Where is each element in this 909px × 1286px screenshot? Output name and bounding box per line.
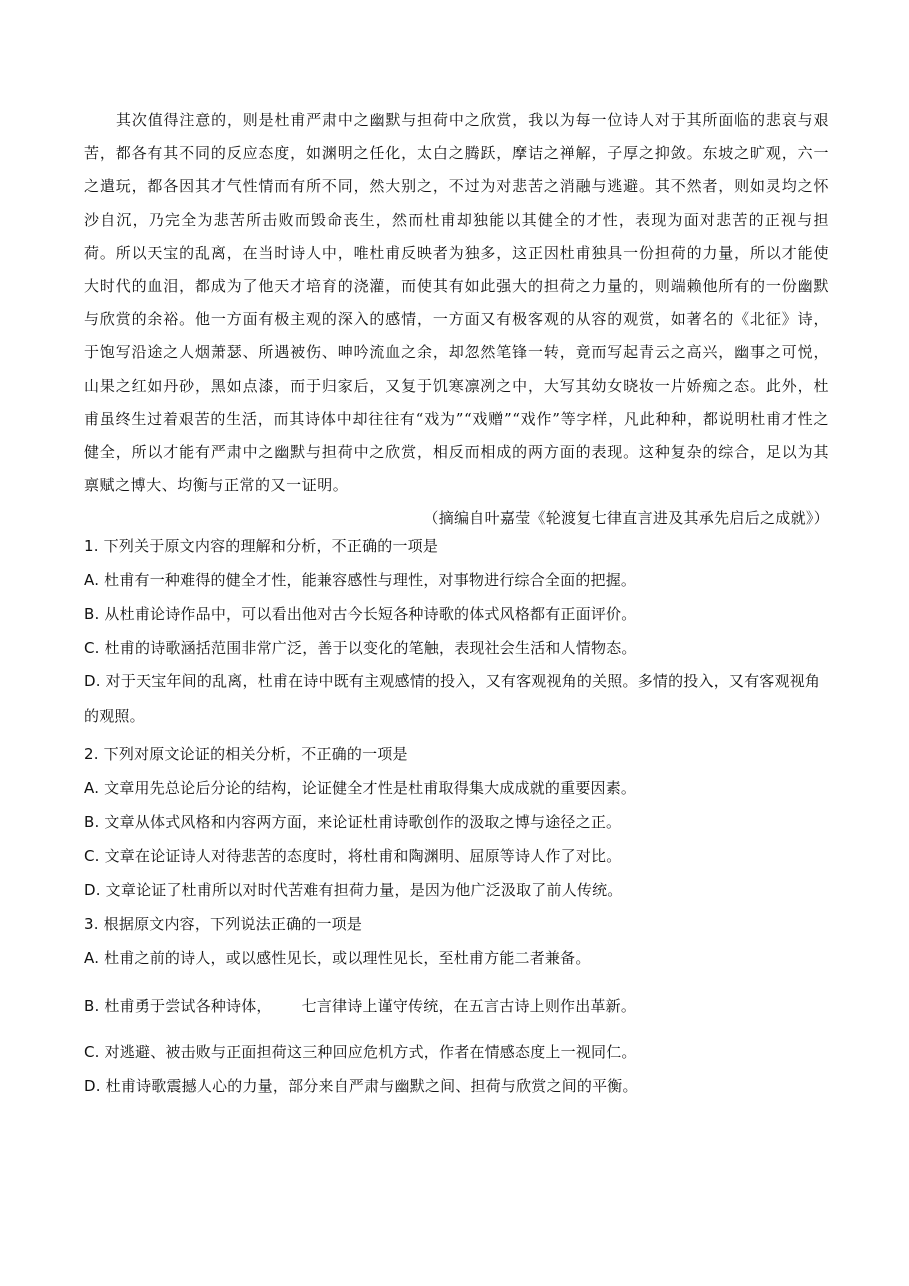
question-stem: 2. 下列对原文论证的相关分析，不正确的一项是 <box>84 745 408 764</box>
option-d: D. 杜甫诗歌震撼人心的力量，部分来自严肃与幽默之间、担荷与欣赏之间的平衡。 <box>84 1077 638 1096</box>
option-d: D. 对于天宝年间的乱离，杜甫在诗中既有主观感情的投入，又有客观视角的关照。多情的投入，又有客观视角的观照。 <box>84 672 821 726</box>
option-d: D. 文章论证了杜甫所以对时代苦难有担荷力量，是因为他广泛汲取了前人传统。 <box>84 881 623 900</box>
option-b-part-2: 七言律诗上谨守传统，在五言古诗上则作出革新。 <box>301 997 637 1016</box>
question-2 <box>84 742 829 902</box>
option-b: B. 从杜甫论诗作品中，可以看出他对古今长短各种诗歌的体式风格都有正面评价。 <box>84 605 637 624</box>
option-b-part-1: B. 杜甫勇于尝试各种诗体， <box>84 997 272 1016</box>
option-c: C. 文章在论证诗人对待悲苦的态度时，将杜甫和陶渊明、屈原等诗人作了对比。 <box>84 847 622 866</box>
option-a: A. 文章用先总论后分论的结构，论证健全才性是杜甫取得集大成成就的重要因素。 <box>84 779 637 798</box>
passage-source: （摘编自叶嘉莹《轮渡复七律直言进及其承先启后之成就》） <box>423 509 829 528</box>
question-1 <box>84 534 829 734</box>
question-stem: 1. 下列关于原文内容的理解和分析，不正确的一项是 <box>84 537 439 556</box>
passage-paragraph: 其次值得注意的，则是杜甫严肃中之幽默与担荷中之欣赏，我以为每一位诗人对于其所面临的悲哀与艰苦，都各有其不同的反应态度，如渊明之任化，太白之腾跃，摩诘之禅解，子厚之抑敛。东坡之旷观，六一之遣玩，都各因其才气性情而有所不同，然大别之，不过为对悲苦之消融与逃避。其不然者，则如灵均之怀沙自沉，乃完全为悲苦所击败而毁命丧生，然而杜甫却独能以其健全的才性，表现为面对悲苦的正视与担荷。所以天宝的乱离，在当时诗人中，唯杜甫反映者为独多，这正因杜甫独具一份担荷的力量，所以才能使大时代的血泪，都成为了他天才培育的浇灌，而使其有如此强大的担荷之力量的，则端赖他所有的一份幽默与欣赏的余裕。他一方面有极主观的深入的感情，一方面又有极客观的从容的观赏，如著名的《北征》诗，于饱写沿途之人烟萧瑟、所遇被伤、呻吟流血之余，却忽然笔锋一转，竟而写起青云之高兴，幽事之可悦，山果之红如丹砂，黑如点漆，而于归家后，又复于饥寒凛冽之中，大写其幼女晓妆一片娇痴之态。此外，杜甫虽终生过着艰苦的生活，而其诗体中却往往有“戏为”“戏赠”“戏作”等字样，凡此种种，都说明杜甫才性之健全，所以才能有严肃中之幽默与担荷中之欣赏，相反而相成的两方面的表现。这种复杂的综合，足以为其禀赋之博大、均衡与正常的又一证明。 <box>84 111 829 495</box>
option-a: A. 杜甫有一种难得的健全才性，能兼容感性与理性，对事物进行综合全面的把握。 <box>84 571 637 590</box>
question-stem: 3. 根据原文内容，下列说法正确的一项是 <box>84 915 363 934</box>
document-page <box>84 104 829 1098</box>
option-b <box>84 994 829 1018</box>
question-3 <box>84 912 829 1098</box>
option-c: C. 对逃避、被击败与正面担荷这三种回应危机方式，作者在情感态度上一视同仁。 <box>84 1043 637 1062</box>
option-b: B. 文章从体式风格和内容两方面，来论证杜甫诗歌创作的汲取之博与途径之正。 <box>84 813 622 832</box>
option-c: C. 杜甫的诗歌涵括范围非常广泛，善于以变化的笔触，表现社会生活和人情物态。 <box>84 639 637 658</box>
option-a: A. 杜甫之前的诗人，或以感性见长，或以理性见长，至杜甫方能二者兼备。 <box>84 949 591 968</box>
